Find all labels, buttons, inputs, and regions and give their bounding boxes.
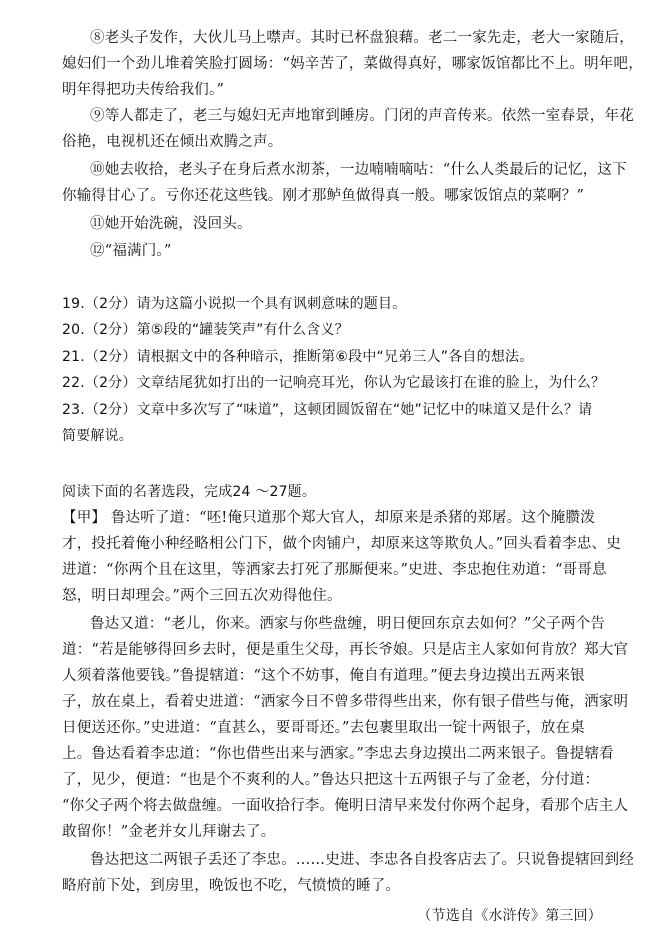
jia-para-1-line-2: 才，投托着俺小种经略相公门下，做个肉铺户，却原来这等欺负人。”回头看着李忠、史 xyxy=(62,536,621,552)
para-9-line-2: 俗艳，电视机还在倾出欢腾之声。 xyxy=(62,134,283,150)
jia-para-2-line-4: 子，放在桌上，看着史进道：“洒家今日不曾多带得些出来，你有银子借些与俺，洒家明 xyxy=(62,694,629,710)
question-22: 22.（2分）文章结尾犹如打出的一记响亮耳光，你认为它最该打在谁的脸上，为什么？ xyxy=(62,375,606,391)
source-citation: （节选自《水浒传》第三回） xyxy=(417,908,602,924)
jia-para-2-line-3: 人须着落他要钱。”鲁提辖道：“这个不妨事，俺自有道理。”便去身边摸出五两来银 xyxy=(62,668,585,684)
jia-para-2-line-9: 敢留你！”金老并女儿拜谢去了。 xyxy=(62,824,276,840)
para-10-line-2: 你输得甘心了。亏你还花这些钱。刚才那鲈鱼做得真一般。哪家饭馆点的菜啊？” xyxy=(62,188,585,204)
question-21: 21.（2分）请根据文中的各种暗示，推断第⑥段中“兄弟三人”各自的想法。 xyxy=(62,349,534,365)
para-12: ⑫“福满门。” xyxy=(90,243,172,259)
question-20: 20.（2分）第⑤段的“罐装笑声”有什么含义？ xyxy=(62,322,349,338)
para-8-line-2: 媳妇们一个劲儿堆着笑脸打圆场：“妈辛苦了，菜做得真好，哪家饭馆都比不上。明年吧， xyxy=(62,56,643,72)
question-19: 19.（2分）请为这篇小说拟一个具有讽刺意味的题目。 xyxy=(62,296,407,312)
jia-para-1-line-4: 怒，明日却理会。”两个三回五次劝得他住。 xyxy=(62,588,342,604)
para-11: ⑪她开始洗碗，没回头。 xyxy=(90,216,252,232)
jia-para-2-line-8: “你父子两个将去做盘缠。一面收拾行李。俺明日清早来发付你两个起身，看那个店主人 xyxy=(62,798,629,814)
para-8-line-3: 明年得把功夫传给我们。” xyxy=(62,82,225,98)
jia-para-2-line-2: 道：“若是能够得回乡去时，便是重生父母，再长爷娘。只是店主人家如何肯放？郑大官 xyxy=(62,642,629,658)
jia-para-2-line-6: 上。鲁达看着李忠道：“你也借些出来与洒家。”李忠去身边摸出二两来银子。鲁提辖看 xyxy=(62,746,614,762)
question-23-line-2: 简要解说。 xyxy=(62,428,133,444)
para-10-line-1: ⑩她去收拾，老头子在身后煮水沏茶，一边喃喃嘀咕：“什么人类最后的记忆，这下 xyxy=(90,162,627,178)
jia-para-3-line-2: 略府前下处，到房里，晚饭也不吃，气愤愤的睡了。 xyxy=(62,878,401,894)
reading-intro: 阅读下面的名著选段，完成24 ～27题。 xyxy=(62,484,317,500)
jia-para-1-line-1: 【甲】 鲁达听了道：“呸!俺只道那个郑大官人，却原来是杀猪的郑屠。这个腌臜泼 xyxy=(62,510,595,526)
jia-para-2-line-1: 鲁达又道：“老儿，你来。洒家与你些盘缠，明日便回东京去如何？”父子两个告 xyxy=(90,616,606,632)
jia-para-2-line-7: 了，见少，便道：“也是个不爽利的人。”鲁达只把这十五两银子与了金老，分付道： xyxy=(62,772,600,788)
jia-para-2-line-5: 日便送还你。”史进道：“直甚么，要哥哥还。”去包裹里取出一锭十两银子，放在桌 xyxy=(62,720,585,736)
jia-para-3-line-1: 鲁达把这二两银子丢还了李忠。……史进、李忠各自投客店去了。只说鲁提辖回到经 xyxy=(90,852,634,868)
para-8-line-1: ⑧老头子发作，大伙儿马上噤声。其时已杯盘狼藉。老二一家先走，老大一家随后， xyxy=(90,30,634,46)
jia-para-1-line-3: 进道：“你两个且在这里，等洒家去打死了那厮便来。”史进、李忠抱住劝道：“哥哥息 xyxy=(62,562,607,578)
question-23-line-1: 23.（2分）文章中多次写了“味道”，这顿团圆饭留在“她”记忆中的味道又是什么？请 xyxy=(62,402,593,418)
para-9-line-1: ⑨等人都走了，老三与媳妇无声地窜到睡房。门闭的声音传来。依然一室春景，年花 xyxy=(90,108,634,124)
